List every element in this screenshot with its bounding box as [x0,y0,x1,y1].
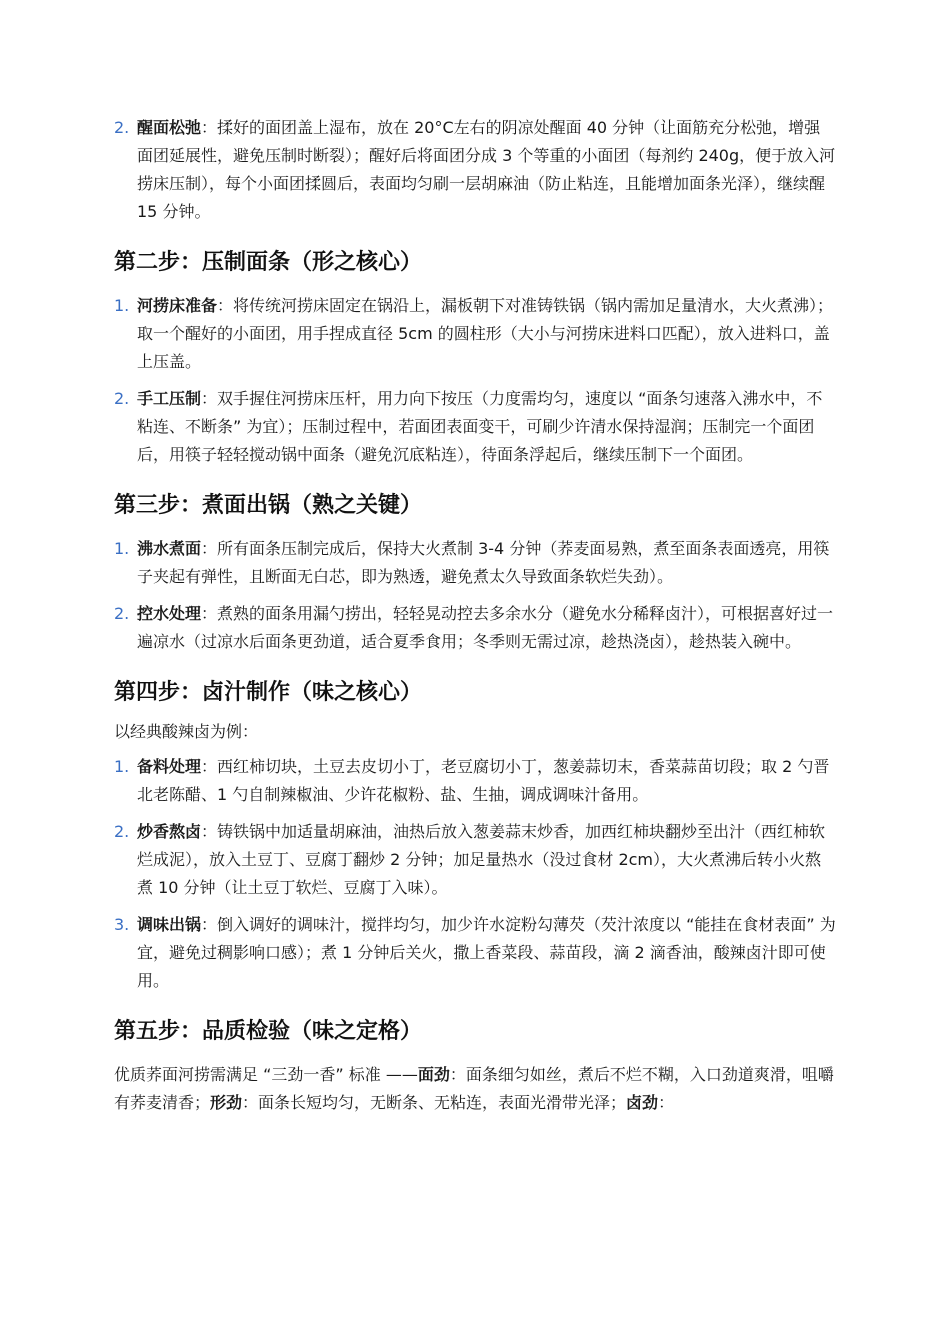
step3-list [114,535,836,656]
list-item [114,292,836,376]
list-item [114,600,836,656]
list-body: ：西红柿切块，土豆去皮切小丁，老豆腐切小丁，葱姜蒜切末，香菜蒜苗切段；取 2 勺晋北老陈醋、1 勺自制辣椒油、少许花椒粉、盐、生抽，调成调味汁备用。 [137,757,830,804]
list-item [114,818,836,902]
list-term: 炒香熬卤 [137,822,202,841]
step2-list [114,292,836,469]
list-item [114,114,836,226]
step5-lead: 优质荞面河捞需满足 “三劲一香” 标准 —— [114,1065,418,1084]
list-number: 1. [114,539,130,558]
criterion-text: ：面条细匀如丝，煮后不烂不糊，入口劲道爽滑，咀嚼有荞麦清香； [114,1065,834,1112]
list-number: 2. [114,604,130,623]
list-item [114,911,836,995]
criterion-text: ： [658,1093,675,1112]
list-body: ：煮熟的面条用漏勺捞出，轻轻晃动控去多余水分（避免水分稀释卤汁），可根据喜好过一遍凉水（过凉水后面条更劲道，适合夏季食用；冬季则无需过凉，趁热浇卤），趁热装入碗中。 [137,604,834,651]
list-number: 3. [114,915,130,934]
step2-heading: 第二步：压制面条（形之核心） [114,250,423,275]
criterion-term: 卤劲 [626,1093,659,1112]
criterion-text: ：面条长短均匀，无断条、无粘连，表面光滑带光泽； [242,1093,627,1112]
criterion-term: 形劲 [210,1093,243,1112]
list-item [114,385,836,469]
list-term: 沸水煮面 [137,539,202,558]
step4-heading: 第四步：卤汁制作（味之核心） [114,680,423,705]
step3-heading: 第三步：煮面出锅（熟之关键） [114,493,423,518]
list-term: 手工压制 [137,389,202,408]
list-number: 2. [114,389,130,408]
list-number: 1. [114,757,130,776]
list-item [114,753,836,809]
list-term: 河捞床准备 [137,296,218,315]
step5-heading: 第五步：品质检验（味之定格） [114,1019,423,1044]
list-term: 控水处理 [137,604,202,623]
list-body: ：双手握住河捞床压杆，用力向下按压（力度需均匀，速度以 “面条匀速落入沸水中，不粘连、不断条” 为宜）；压制过程中，若面团表面变干，可刷少许清水保持湿润；压制完一个面团后，用筷子轻轻搅动锅中面条（避免沉底粘连），待面条浮起后，继续压制下一个面团。 [137,389,823,464]
step4-list [114,753,836,995]
list-item [114,535,836,591]
step5-paragraph [114,1061,836,1117]
list-number: 2. [114,118,130,137]
list-term: 备料处理 [137,757,202,776]
document-page [114,114,836,1126]
list-number: 2. [114,822,130,841]
list-number: 1. [114,296,130,315]
step1-list [114,114,836,226]
criterion-term: 面劲 [417,1065,450,1084]
list-body: ：所有面条压制完成后，保持大火煮制 3-4 分钟（荞麦面易熟，煮至面条表面透亮，用筷子夹起有弹性，且断面无白芯，即为熟透，避免煮太久导致面条软烂失劲）。 [137,539,830,586]
list-term: 调味出锅 [137,915,202,934]
step4-intro: 以经典酸辣卤为例： [114,722,259,741]
list-body: ：将传统河捞床固定在锅沿上，漏板朝下对准铸铁锅（锅内需加足量清水，大火煮沸）；取一个醒好的小面团，用手捏成直径 5cm 的圆柱形（大小与河捞床进料口匹配），放入进料口，盖上压盖。 [137,296,834,371]
list-term: 醒面松弛 [137,118,202,137]
list-body: ：揉好的面团盖上湿布，放在 20°C左右的阴凉处醒面 40 分钟（让面筋充分松弛，增强面团延展性，避免压制时断裂）；醒好后将面团分成 3 个等重的小面团（每剂约 240g，便于放入河捞床压制），每个小面团揉圆后，表面均匀刷一层胡麻油（防止粘连，且能增加面条光泽），继续醒 15 分钟。 [137,118,836,221]
list-body: ：倒入调好的调味汁，搅拌均匀，加少许水淀粉勾薄芡（芡汁浓度以 “能挂在食材表面” 为宜，避免过稠影响口感）；煮 1 分钟后关火，撒上香菜段、蒜苗段，滴 2 滴香油，酸辣卤汁即可使用。 [137,915,836,990]
list-body: ：铸铁锅中加适量胡麻油，油热后放入葱姜蒜末炒香，加西红柿块翻炒至出汁（西红柿软烂成泥），放入土豆丁、豆腐丁翻炒 2 分钟；加足量热水（没过食材 2cm），大火煮沸后转小火熬煮 10 分钟（让土豆丁软烂、豆腐丁入味）。 [137,822,826,897]
